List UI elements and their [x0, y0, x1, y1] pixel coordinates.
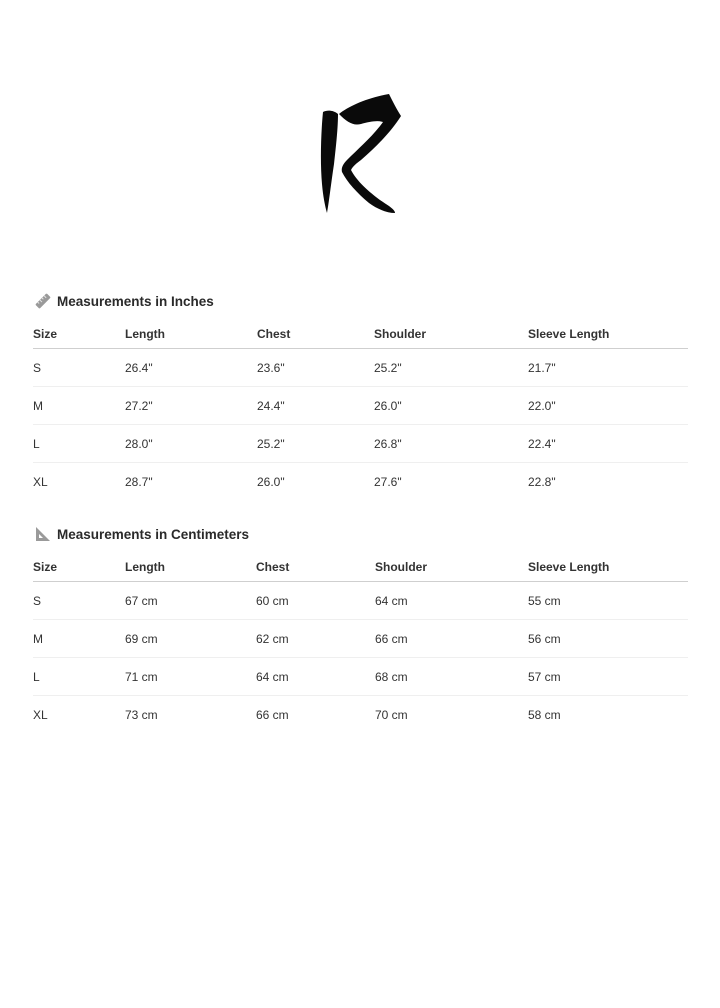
header-sleeve-length: Sleeve Length [528, 553, 688, 582]
table-row [33, 582, 688, 620]
cell-chest: 64 cm [256, 658, 375, 696]
inches-title-text: Measurements in Inches [57, 293, 214, 309]
centimeters-section-title [33, 523, 688, 545]
cell-chest: 60 cm [256, 582, 375, 620]
cell-sleeve-length: 58 cm [528, 707, 561, 722]
cell-chest: 26.0" [257, 474, 285, 489]
inches-header-row [33, 320, 688, 349]
cell-length: 28.7" [125, 474, 153, 489]
cell-shoulder: 64 cm [375, 582, 528, 620]
cell-chest: 66 cm [256, 707, 289, 722]
table-row [33, 696, 688, 734]
cell-sleeve-length: 57 cm [528, 658, 688, 696]
cell-chest: 62 cm [256, 620, 375, 658]
header-size: Size [33, 553, 125, 582]
table-row [33, 387, 688, 425]
table-row [33, 463, 688, 501]
triangle-ruler-icon [35, 526, 51, 542]
cell-sleeve-length: 56 cm [528, 620, 688, 658]
centimeters-title-text: Measurements in Centimeters [57, 526, 250, 542]
cell-shoulder: 25.2" [374, 349, 528, 387]
cell-size: S [33, 349, 125, 387]
cell-sleeve-length: 55 cm [528, 582, 688, 620]
cell-sleeve-length: 22.8" [528, 474, 556, 489]
cell-size: L [33, 425, 125, 463]
cell-length: 69 cm [125, 620, 256, 658]
cell-shoulder: 68 cm [375, 658, 528, 696]
header-length: Length [125, 320, 257, 349]
table-row [33, 620, 688, 658]
header-chest: Chest [256, 553, 375, 582]
inches-table [33, 320, 688, 500]
cell-shoulder: 26.0" [374, 387, 528, 425]
cell-size: L [33, 658, 125, 696]
table-row [33, 658, 688, 696]
inches-section [33, 290, 688, 500]
inches-section-title [33, 290, 688, 312]
cell-length: 26.4" [125, 349, 257, 387]
header-length: Length [125, 553, 256, 582]
brand-r-logo-icon [317, 92, 405, 216]
cell-sleeve-length: 22.4" [528, 425, 688, 463]
cell-length: 27.2" [125, 387, 257, 425]
header-chest: Chest [257, 320, 374, 349]
cell-length: 28.0" [125, 425, 257, 463]
cell-length: 71 cm [125, 658, 256, 696]
cell-chest: 25.2" [257, 425, 374, 463]
centimeters-table [33, 553, 688, 733]
cell-length: 73 cm [125, 707, 158, 722]
centimeters-section [33, 523, 688, 733]
header-shoulder: Shoulder [375, 553, 528, 582]
header-size: Size [33, 320, 125, 349]
cell-shoulder: 70 cm [375, 707, 408, 722]
cell-size: M [33, 620, 125, 658]
table-row [33, 425, 688, 463]
table-row [33, 349, 688, 387]
header-shoulder: Shoulder [374, 320, 528, 349]
cell-shoulder: 27.6" [374, 474, 402, 489]
cell-size: S [33, 582, 125, 620]
cell-shoulder: 26.8" [374, 425, 528, 463]
cell-sleeve-length: 21.7" [528, 349, 688, 387]
cell-length: 67 cm [125, 582, 256, 620]
ruler-icon [35, 293, 51, 309]
centimeters-header-row [33, 553, 688, 582]
cell-sleeve-length: 22.0" [528, 387, 688, 425]
cell-chest: 23.6" [257, 349, 374, 387]
header-sleeve-length: Sleeve Length [528, 320, 688, 349]
cell-size: XL [33, 707, 48, 722]
cell-shoulder: 66 cm [375, 620, 528, 658]
cell-size: M [33, 387, 125, 425]
cell-size: XL [33, 474, 48, 489]
cell-chest: 24.4" [257, 387, 374, 425]
